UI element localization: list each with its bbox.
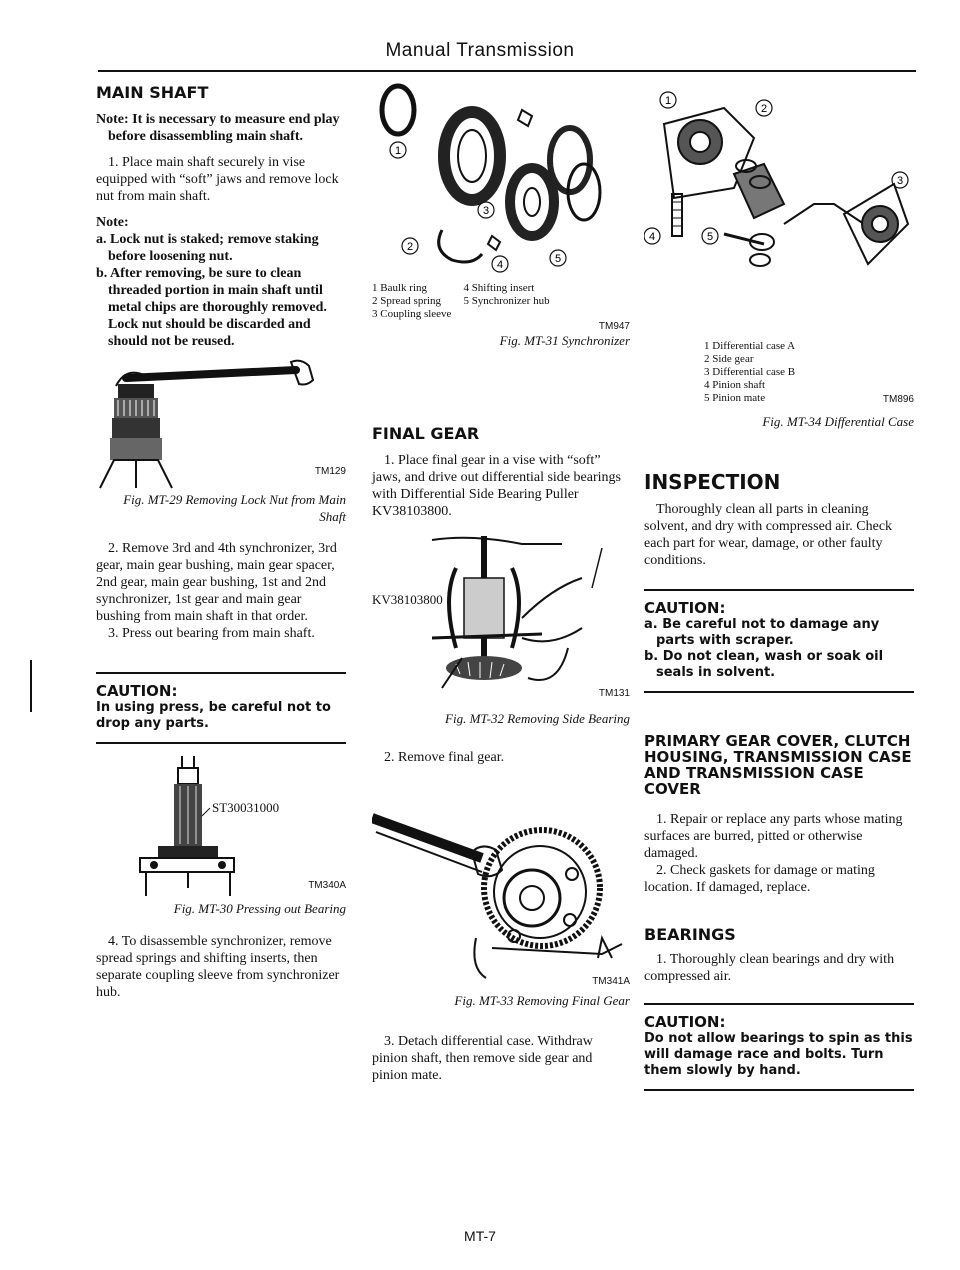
note-end-play: Note: It is necessary to measure end play before disassembling main shaft. [96,112,340,144]
fig31-label-5: 5 [554,253,562,265]
fig34-code: TM896 [882,394,914,405]
lock-nut-illustration [96,356,346,491]
fig29-caption: Fig. MT-29 Removing Lock Nut from Main Shaft [123,492,346,524]
fig31-legend-1: 1 Baulk ring [372,282,427,294]
fig34-label-1: 1 [664,95,672,107]
page-number: MT-7 [464,1228,496,1244]
fig34-label-2: 2 [760,103,768,115]
fig34-legend-4: 4 Pinion shaft [704,379,766,391]
page-header: Manual Transmission [385,40,575,61]
figure-mt33 [372,788,630,988]
final-gear-illustration [372,788,630,988]
fig33-caption: Fig. MT-33 Removing Final Gear [454,993,630,1008]
figure-mt29 [96,356,346,491]
fig34-legend [644,340,914,405]
fig34-label-4: 4 [648,231,656,243]
fig30-caption: Fig. MT-30 Pressing out Bearing [173,901,346,916]
fig31-legend-2: 2 Spread spring [372,295,442,307]
fig34-legend-5: 5 Pinion mate [704,392,766,404]
cover-step-1: 1. Repair or replace any parts whose mating surfaces are burred, pitted or otherwise damaged. [644,812,903,861]
fig34-label-5: 5 [706,231,714,243]
step-3-press: 3. Press out bearing from main shaft. [108,626,315,641]
fig31-legend-4: 4 Shifting insert [463,282,535,294]
header-rule [98,70,916,72]
note-label: Note: [96,215,129,230]
fig30-tool-label: ST30031000 [212,800,280,815]
fig31-code: TM947 [598,321,630,332]
final-step-1: 1. Place final gear in a vise with “soft” jaws, and drive out differential side bearings with Differential Side Bearing Puller KV38103800. [372,453,621,519]
caution-scraper-b: b. Do not clean, wash or soak oil seals in solvent. [644,649,884,680]
figure-mt30 [96,756,346,898]
column-left [96,84,346,1001]
fig31-legend-5: 5 Synchronizer hub [463,295,550,307]
caution-press-text: In using press, be careful not to drop any parts. [96,700,331,731]
differential-case-illustration [644,84,914,294]
fig31-label-3: 3 [482,205,490,217]
margin-bar [30,660,32,712]
fig34-caption: Fig. MT-34 Differential Case [762,414,914,429]
caution-press [96,672,346,744]
column-right [644,84,914,1091]
heading-main-shaft: MAIN SHAFT [96,83,209,102]
figure-mt34 [644,84,914,294]
heading-final-gear: FINAL GEAR [372,424,480,443]
fig34-legend-3: 3 Differential case B [704,366,796,378]
caution-press-title: CAUTION: [96,682,178,700]
step-4-synchronizer: 4. To disassemble synchronizer, remove spread springs and shifting inserts, then separate coupling sleeve from synchronizer hub. [96,934,340,1000]
step-1-vise: 1. Place main shaft securely in vise equipped with “soft” jaws and remove lock nut from main shaft. [96,155,339,204]
fig31-legend [372,282,562,321]
column-middle [372,80,630,1084]
fig33-code: TM341A [592,976,630,987]
inspection-text: Thoroughly clean all parts in cleaning solvent, and dry with compressed air. Check each part for wear, damage, or other faulty conditions. [644,502,893,568]
fig34-label-3: 3 [896,175,904,187]
figure-mt31 [372,80,630,280]
fig31-legend-3: 3 Coupling sleeve [372,308,452,320]
heading-bearings: BEARINGS [644,925,736,944]
synchronizer-illustration [372,80,630,280]
bearing-puller-illustration [372,528,630,698]
caution-bearings-text: Do not allow bearings to spin as this will damage race and bolts. Turn them slowly by hand. [644,1031,913,1078]
fig31-legend-empty [463,308,561,321]
caution-scraper-title: CAUTION: [644,599,726,617]
caution-scraper-a: a. Be careful not to damage any parts with scraper. [644,617,880,648]
fig30-code: TM340A [308,880,346,891]
final-step-2: 2. Remove final gear. [384,750,505,765]
final-step-3: 3. Detach differential case. Withdraw pinion shaft, then remove side gear and pinion mate. [372,1034,593,1083]
fig29-code: TM129 [314,466,346,477]
figure-mt32 [372,528,630,698]
fig31-label-2: 2 [406,241,414,253]
caution-bearings [644,1003,914,1091]
heading-inspection: INSPECTION [644,470,781,494]
fig32-tool-label: KV38103800 [372,592,443,607]
step-2-remove: 2. Remove 3rd and 4th synchronizer, 3rd gear, main gear bushing, main gear spacer, 2nd gear, main gear bushing, 1st and 2nd synchronizer, 1st gear and main gear bushing from main shaft in that order. [96,541,337,624]
caution-bearings-title: CAUTION: [644,1013,726,1031]
note-b: b. After removing, be sure to clean threaded portion in main shaft until metal chips are thoroughly removed. Lock nut should be discarded and should not be reused. [96,266,327,349]
fig31-label-1: 1 [394,145,402,157]
bearings-step-1: 1. Thoroughly clean bearings and dry with compressed air. [644,952,895,984]
fig34-legend-2: 2 Side gear [704,353,754,365]
heading-primary-gear-cover: PRIMARY GEAR COVER, CLUTCH HOUSING, TRANSMISSION CASE AND TRANSMISSION CASE COVER [644,732,912,798]
press-illustration [96,756,346,898]
fig32-code: TM131 [598,688,630,699]
note-a: a. Lock nut is staked; remove staking before loosening nut. [96,232,319,264]
cover-step-2: 2. Check gaskets for damage or mating location. If damaged, replace. [644,863,875,895]
fig34-legend-1: 1 Differential case A [704,340,796,352]
caution-scraper [644,589,914,693]
fig31-label-4: 4 [496,259,504,271]
fig31-caption: Fig. MT-31 Synchronizer [499,333,630,348]
fig32-caption: Fig. MT-32 Removing Side Bearing [445,711,630,726]
